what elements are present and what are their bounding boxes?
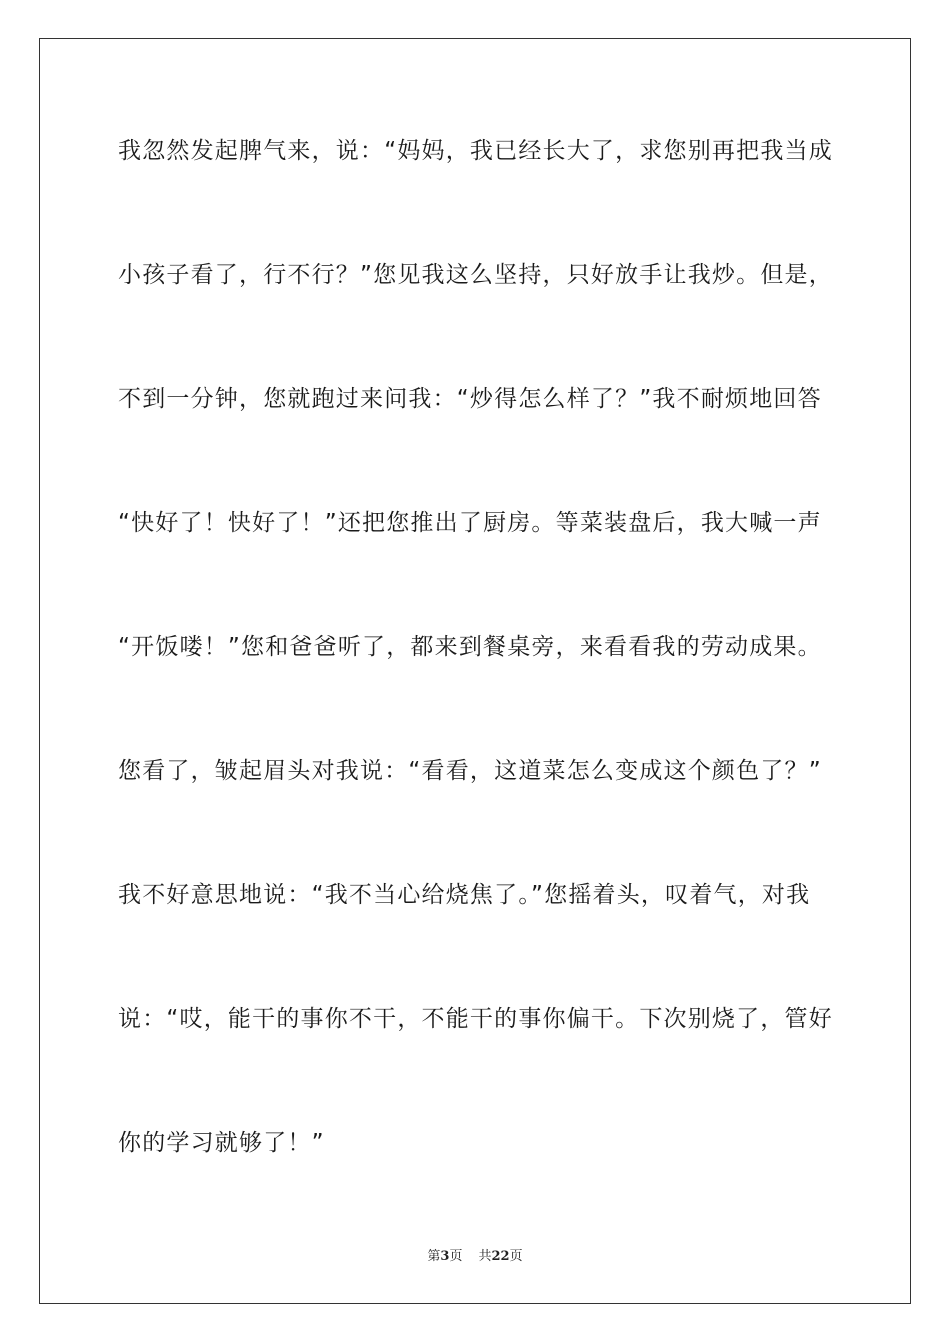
text-line: “开饭喽！”您和爸爸听了，都来到餐桌旁，来看看我的劳动成果。 [118,634,822,660]
total-prefix: 共 [478,1249,492,1264]
text-line: 我忽然发起脾气来，说：“妈妈，我已经长大了，求您别再把我当成 [118,138,833,164]
text-line: 您看了，皱起眉头对我说：“看看，这道菜怎么变成这个颜色了？” [118,758,822,784]
text-line: 说：“哎，能干的事你不干，不能干的事你偏干。下次别烧了，管好 [118,1006,833,1032]
text-line: “快好了！快好了！”还把您推出了厨房。等菜装盘后，我大喊一声 [118,510,822,536]
page-footer [0,1249,950,1265]
total-suffix: 页 [509,1249,523,1264]
text-line: 我不好意思地说：“我不当心给烧焦了。”您摇着头，叹着气，对我 [118,882,811,908]
text-line: 你的学习就够了！” [118,1130,325,1156]
page-prefix: 第 [427,1249,441,1264]
text-line: 不到一分钟，您就跑过来问我：“炒得怎么样了？”我不耐烦地回答 [118,386,822,412]
page-border [39,38,911,1304]
total-pages: 22 [491,1249,510,1264]
text-line: 小孩子看了，行不行？”您见我这么坚持，只好放手让我炒。但是， [118,262,833,288]
page-number: 3 [440,1249,450,1264]
page-suffix: 页 [449,1249,463,1264]
